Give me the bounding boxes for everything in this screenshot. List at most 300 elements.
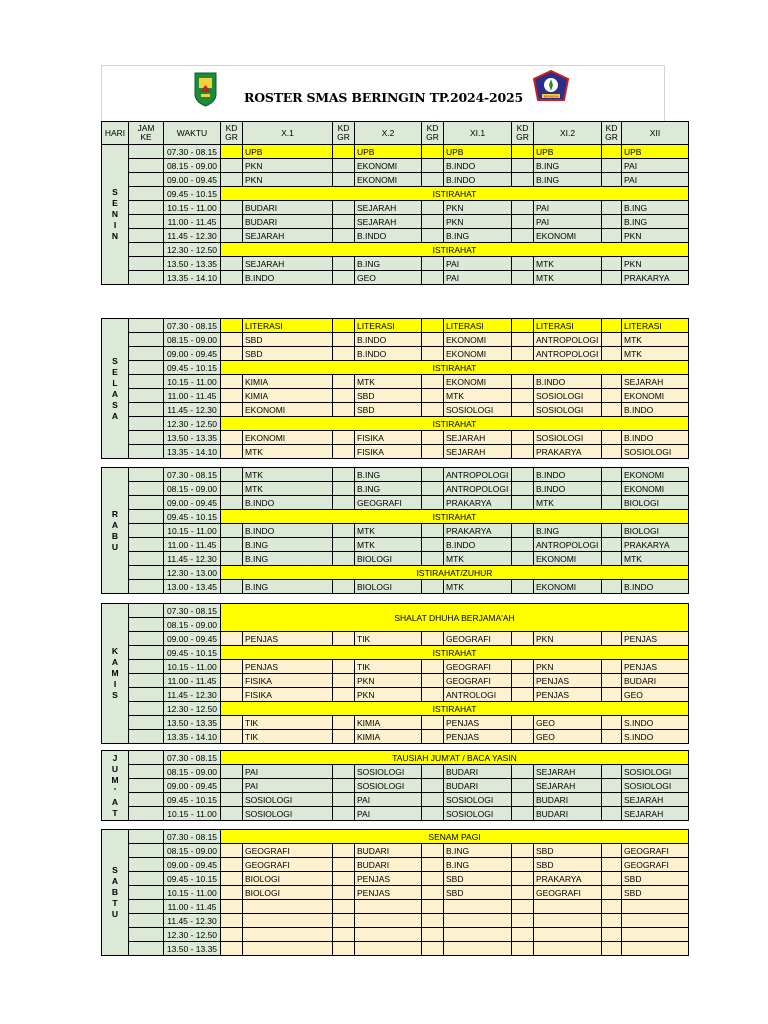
jam-ke-cell <box>129 403 164 417</box>
subject-cell: EKONOMI <box>355 159 422 173</box>
subject-cell: GEOGRAFI <box>444 660 512 674</box>
kd-gr-cell <box>512 730 534 744</box>
subject-cell: EKONOMI <box>444 333 512 347</box>
kd-gr-cell <box>602 858 622 872</box>
subject-cell: SEJARAH <box>622 807 689 821</box>
subject-cell: SEJARAH <box>534 765 602 779</box>
subject-cell: PRAKARYA <box>444 496 512 510</box>
column-header: KD GR <box>221 122 243 145</box>
kd-gr-cell <box>422 765 444 779</box>
subject-cell <box>243 914 333 928</box>
subject-cell: TIK <box>355 632 422 646</box>
kd-gr-cell <box>512 229 534 243</box>
subject-cell: LITERASI <box>622 319 689 333</box>
kd-gr-cell <box>512 674 534 688</box>
subject-cell: B.ING <box>444 858 512 872</box>
subject-cell <box>622 928 689 942</box>
time-cell: 11.00 - 11.45 <box>164 389 221 403</box>
table-row <box>102 844 689 858</box>
table-row <box>102 389 689 403</box>
kd-gr-cell <box>422 844 444 858</box>
subject-cell: BUDARI <box>444 765 512 779</box>
subject-cell <box>243 928 333 942</box>
jam-ke-cell <box>129 333 164 347</box>
kd-gr-cell <box>422 793 444 807</box>
kd-gr-cell <box>422 215 444 229</box>
table-row <box>102 858 689 872</box>
subject-cell: EKONOMI <box>534 580 602 594</box>
kd-gr-cell <box>602 552 622 566</box>
day-table <box>101 603 689 744</box>
time-cell: 09.00 - 09.45 <box>164 173 221 187</box>
subject-cell: SBD <box>622 872 689 886</box>
kd-gr-cell <box>512 900 534 914</box>
kd-gr-cell <box>512 660 534 674</box>
kd-gr-cell <box>333 375 355 389</box>
subject-cell: PAI <box>622 173 689 187</box>
subject-cell: KIMIA <box>243 389 333 403</box>
kd-gr-cell <box>333 482 355 496</box>
day-table <box>101 750 689 821</box>
kd-gr-cell <box>602 389 622 403</box>
kd-gr-cell <box>333 779 355 793</box>
subject-cell: GEOGRAFI <box>534 886 602 900</box>
table-row <box>102 872 689 886</box>
subject-cell: GEOGRAFI <box>243 844 333 858</box>
subject-cell: MTK <box>534 271 602 285</box>
subject-cell: SOSIOLOGI <box>243 807 333 821</box>
jam-ke-cell <box>129 872 164 886</box>
subject-cell: SOSIOLOGI <box>534 389 602 403</box>
table-row <box>102 900 689 914</box>
kd-gr-cell <box>221 159 243 173</box>
kd-gr-cell <box>333 632 355 646</box>
table-row <box>102 445 689 459</box>
subject-cell: SBD <box>534 844 602 858</box>
subject-cell: BIOLOGI <box>243 872 333 886</box>
kd-gr-cell <box>221 229 243 243</box>
table-row <box>102 660 689 674</box>
subject-cell: SOSIOLOGI <box>622 445 689 459</box>
subject-cell: LITERASI <box>534 319 602 333</box>
kd-gr-cell <box>333 333 355 347</box>
subject-cell: ANTROPOLOGI <box>444 482 512 496</box>
kd-gr-cell <box>422 468 444 482</box>
table-row <box>102 793 689 807</box>
subject-cell: B.INDO <box>243 496 333 510</box>
subject-cell <box>534 914 602 928</box>
kd-gr-cell <box>333 403 355 417</box>
kd-gr-cell <box>221 580 243 594</box>
subject-cell: PKN <box>444 201 512 215</box>
kd-gr-cell <box>422 431 444 445</box>
subject-cell: PKN <box>534 660 602 674</box>
kd-gr-cell <box>512 688 534 702</box>
kd-gr-cell <box>333 347 355 361</box>
subject-cell: EKONOMI <box>534 229 602 243</box>
kd-gr-cell <box>422 201 444 215</box>
subject-cell: MTK <box>622 347 689 361</box>
subject-cell: SOSIOLOGI <box>444 403 512 417</box>
jam-ke-cell <box>129 431 164 445</box>
time-cell: 08.15 - 09.00 <box>164 333 221 347</box>
riau-province-emblem-icon <box>193 72 218 107</box>
time-cell: 07.30 - 08.15 <box>164 468 221 482</box>
time-cell: 13.50 - 13.35 <box>164 257 221 271</box>
kd-gr-cell <box>221 765 243 779</box>
kd-gr-cell <box>333 730 355 744</box>
subject-cell: EKONOMI <box>243 431 333 445</box>
table-row <box>102 403 689 417</box>
table-row <box>102 914 689 928</box>
kd-gr-cell <box>422 580 444 594</box>
kd-gr-cell <box>512 431 534 445</box>
jam-ke-cell <box>129 347 164 361</box>
subject-cell: UPB <box>534 145 602 159</box>
subject-cell: B.ING <box>243 580 333 594</box>
kd-gr-cell <box>602 347 622 361</box>
kd-gr-cell <box>422 716 444 730</box>
kd-gr-cell <box>422 257 444 271</box>
subject-cell: MTK <box>534 496 602 510</box>
subject-cell <box>444 942 512 956</box>
kd-gr-cell <box>512 632 534 646</box>
kd-gr-cell <box>512 844 534 858</box>
kd-gr-cell <box>602 765 622 779</box>
day-table <box>101 829 689 956</box>
subject-cell: SOSIOLOGI <box>622 765 689 779</box>
subject-cell <box>622 914 689 928</box>
time-cell: 09.45 - 10.15 <box>164 646 221 660</box>
time-cell: 13.50 - 13.35 <box>164 716 221 730</box>
kd-gr-cell <box>333 319 355 333</box>
table-row <box>102 928 689 942</box>
kd-gr-cell <box>221 257 243 271</box>
subject-cell: B.INDO <box>622 403 689 417</box>
subject-cell: PAI <box>444 271 512 285</box>
kd-gr-cell <box>512 145 534 159</box>
subject-cell: B.INDO <box>444 538 512 552</box>
break-cell: TAUSIAH JUM'AT / BACA YASIN <box>221 751 689 765</box>
break-cell: ISTIRAHAT <box>221 361 689 375</box>
subject-cell: PKN <box>355 688 422 702</box>
kd-gr-cell <box>512 552 534 566</box>
subject-cell: EKONOMI <box>444 375 512 389</box>
subject-cell: S.INDO <box>622 716 689 730</box>
time-cell: 09.00 - 09.45 <box>164 496 221 510</box>
jam-ke-cell <box>129 730 164 744</box>
subject-cell: PAI <box>444 257 512 271</box>
kd-gr-cell <box>512 914 534 928</box>
table-row <box>102 215 689 229</box>
school-emblem-label: BERINGIN <box>543 94 559 99</box>
kd-gr-cell <box>221 375 243 389</box>
kd-gr-cell <box>221 779 243 793</box>
kd-gr-cell <box>512 389 534 403</box>
subject-cell: SEJARAH <box>355 215 422 229</box>
subject-cell: KIMIA <box>355 716 422 730</box>
kd-gr-cell <box>221 688 243 702</box>
kd-gr-cell <box>333 793 355 807</box>
column-header: KD GR <box>333 122 355 145</box>
kd-gr-cell <box>512 173 534 187</box>
subject-cell: TIK <box>243 730 333 744</box>
kd-gr-cell <box>512 793 534 807</box>
header-row <box>102 122 689 145</box>
table-row <box>102 807 689 821</box>
time-cell: 09.45 - 10.15 <box>164 872 221 886</box>
subject-cell: MTK <box>622 552 689 566</box>
kd-gr-cell <box>422 900 444 914</box>
jam-ke-cell <box>129 215 164 229</box>
kd-gr-cell <box>422 928 444 942</box>
table-row <box>102 886 689 900</box>
subject-cell: EKONOMI <box>534 552 602 566</box>
time-cell: 11.00 - 11.45 <box>164 900 221 914</box>
table-row <box>102 482 689 496</box>
kd-gr-cell <box>333 674 355 688</box>
kd-gr-cell <box>512 779 534 793</box>
kd-gr-cell <box>512 858 534 872</box>
subject-cell: PAI <box>243 779 333 793</box>
time-cell: 07.30 - 08.15 <box>164 830 221 844</box>
kd-gr-cell <box>512 807 534 821</box>
kd-gr-cell <box>333 524 355 538</box>
subject-cell: ANTROPOLOGI <box>534 347 602 361</box>
time-cell: 10.15 - 11.00 <box>164 201 221 215</box>
subject-cell: PKN <box>243 173 333 187</box>
time-cell: 07.30 - 08.15 <box>164 319 221 333</box>
kd-gr-cell <box>602 173 622 187</box>
subject-cell: B.ING <box>622 215 689 229</box>
subject-cell: PKN <box>444 215 512 229</box>
table-row <box>102 566 689 580</box>
jam-ke-cell <box>129 858 164 872</box>
kd-gr-cell <box>422 229 444 243</box>
subject-cell: B.INDO <box>243 271 333 285</box>
subject-cell: KIMIA <box>243 375 333 389</box>
table-row <box>102 632 689 646</box>
kd-gr-cell <box>221 872 243 886</box>
subject-cell <box>355 914 422 928</box>
time-cell: 10.15 - 11.00 <box>164 524 221 538</box>
time-cell: 11.45 - 12.30 <box>164 914 221 928</box>
subject-cell: BIOLOGI <box>355 552 422 566</box>
subject-cell: B.ING <box>243 552 333 566</box>
time-cell: 07.30 - 08.15 <box>164 604 221 618</box>
kd-gr-cell <box>602 159 622 173</box>
subject-cell: GEOGRAFI <box>243 858 333 872</box>
kd-gr-cell <box>333 257 355 271</box>
subject-cell: GEOGRAFI <box>444 632 512 646</box>
kd-gr-cell <box>221 900 243 914</box>
column-header: X.1 <box>243 122 333 145</box>
subject-cell <box>534 942 602 956</box>
jam-ke-cell <box>129 566 164 580</box>
time-cell: 09.45 - 10.15 <box>164 510 221 524</box>
jam-ke-cell <box>129 445 164 459</box>
kd-gr-cell <box>512 765 534 779</box>
jam-ke-cell <box>129 173 164 187</box>
subject-cell <box>444 914 512 928</box>
table-row <box>102 468 689 482</box>
subject-cell: PRAKARYA <box>534 872 602 886</box>
kd-gr-cell <box>422 375 444 389</box>
subject-cell: ANTROLOGI <box>444 688 512 702</box>
kd-gr-cell <box>602 445 622 459</box>
subject-cell: B.ING <box>534 159 602 173</box>
kd-gr-cell <box>221 389 243 403</box>
subject-cell: SEJARAH <box>622 793 689 807</box>
subject-cell: SEJARAH <box>444 445 512 459</box>
kd-gr-cell <box>512 215 534 229</box>
kd-gr-cell <box>221 716 243 730</box>
kd-gr-cell <box>333 886 355 900</box>
subject-cell: PENJAS <box>243 660 333 674</box>
jam-ke-cell <box>129 496 164 510</box>
kd-gr-cell <box>512 580 534 594</box>
subject-cell <box>243 942 333 956</box>
kd-gr-cell <box>422 389 444 403</box>
subject-cell: BUDARI <box>622 674 689 688</box>
kd-gr-cell <box>602 333 622 347</box>
kd-gr-cell <box>512 403 534 417</box>
kd-gr-cell <box>512 257 534 271</box>
time-cell: 09.45 - 10.15 <box>164 793 221 807</box>
kd-gr-cell <box>512 942 534 956</box>
subject-cell: PENJAS <box>622 632 689 646</box>
table-row <box>102 159 689 173</box>
break-cell: ISTIRAHAT <box>221 187 689 201</box>
subject-cell: EKONOMI <box>243 403 333 417</box>
time-cell: 11.45 - 12.30 <box>164 229 221 243</box>
subject-cell: UPB <box>622 145 689 159</box>
kd-gr-cell <box>512 375 534 389</box>
jam-ke-cell <box>129 914 164 928</box>
subject-cell: BUDARI <box>355 844 422 858</box>
kd-gr-cell <box>512 271 534 285</box>
jam-ke-cell <box>129 716 164 730</box>
jam-ke-cell <box>129 538 164 552</box>
subject-cell: B.ING <box>243 538 333 552</box>
kd-gr-cell <box>422 538 444 552</box>
subject-cell: EKONOMI <box>622 482 689 496</box>
subject-cell: MTK <box>444 580 512 594</box>
kd-gr-cell <box>221 844 243 858</box>
subject-cell: SEJARAH <box>243 229 333 243</box>
subject-cell: MTK <box>243 445 333 459</box>
time-cell: 13.35 - 14.10 <box>164 445 221 459</box>
kd-gr-cell <box>221 730 243 744</box>
kd-gr-cell <box>333 914 355 928</box>
subject-cell: MTK <box>534 257 602 271</box>
subject-cell: SBD <box>355 389 422 403</box>
subject-cell: SOSIOLOGI <box>444 793 512 807</box>
subject-cell: BIOLOGI <box>622 496 689 510</box>
jam-ke-cell <box>129 830 164 844</box>
column-header: KD GR <box>512 122 534 145</box>
day-label: J U M ' A T <box>102 751 129 821</box>
time-cell: 13.35 - 14.10 <box>164 730 221 744</box>
subject-cell: PENJAS <box>622 660 689 674</box>
kd-gr-cell <box>333 159 355 173</box>
kd-gr-cell <box>221 660 243 674</box>
kd-gr-cell <box>512 716 534 730</box>
kd-gr-cell <box>602 807 622 821</box>
subject-cell: TIK <box>243 716 333 730</box>
kd-gr-cell <box>602 844 622 858</box>
subject-cell: BUDARI <box>355 858 422 872</box>
subject-cell: B.INDO <box>534 468 602 482</box>
time-cell: 08.15 - 09.00 <box>164 159 221 173</box>
break-cell: ISTIRAHAT <box>221 702 689 716</box>
kd-gr-cell <box>221 215 243 229</box>
kd-gr-cell <box>422 445 444 459</box>
jam-ke-cell <box>129 201 164 215</box>
subject-cell: MTK <box>243 468 333 482</box>
kd-gr-cell <box>602 482 622 496</box>
kd-gr-cell <box>422 347 444 361</box>
jam-ke-cell <box>129 646 164 660</box>
kd-gr-cell <box>422 632 444 646</box>
subject-cell: SOSIOLOGI <box>534 403 602 417</box>
jam-ke-cell <box>129 159 164 173</box>
time-cell: 10.15 - 11.00 <box>164 807 221 821</box>
kd-gr-cell <box>512 538 534 552</box>
kd-gr-cell <box>422 159 444 173</box>
break-cell: SHALAT DHUHA BERJAMA'AH <box>221 604 689 632</box>
kd-gr-cell <box>333 229 355 243</box>
subject-cell: GEO <box>355 271 422 285</box>
table-row <box>102 830 689 844</box>
subject-cell: EKONOMI <box>444 347 512 361</box>
time-cell: 08.15 - 09.00 <box>164 844 221 858</box>
subject-cell: PKN <box>355 674 422 688</box>
kd-gr-cell <box>221 333 243 347</box>
kd-gr-cell <box>221 431 243 445</box>
table-row <box>102 674 689 688</box>
subject-cell: PENJAS <box>534 674 602 688</box>
subject-cell: ANTROPOLOGI <box>534 333 602 347</box>
kd-gr-cell <box>221 271 243 285</box>
kd-gr-cell <box>512 886 534 900</box>
subject-cell: B.ING <box>534 524 602 538</box>
kd-gr-cell <box>221 524 243 538</box>
jam-ke-cell <box>129 618 164 632</box>
kd-gr-cell <box>333 858 355 872</box>
subject-cell: SEJARAH <box>243 257 333 271</box>
subject-cell: PAI <box>355 793 422 807</box>
break-cell: ISTIRAHAT <box>221 243 689 257</box>
kd-gr-cell <box>221 468 243 482</box>
subject-cell: PAI <box>355 807 422 821</box>
column-header: XII <box>622 122 689 145</box>
table-row <box>102 510 689 524</box>
subject-cell <box>444 900 512 914</box>
subject-cell: ANTROPOLOGI <box>534 538 602 552</box>
subject-cell: SBD <box>444 886 512 900</box>
kd-gr-cell <box>221 914 243 928</box>
subject-cell: BUDARI <box>534 793 602 807</box>
time-cell: 11.00 - 11.45 <box>164 215 221 229</box>
column-header: X.2 <box>355 122 422 145</box>
subject-cell: B.ING <box>355 257 422 271</box>
kd-gr-cell <box>422 173 444 187</box>
jam-ke-cell <box>129 928 164 942</box>
table-row <box>102 524 689 538</box>
kd-gr-cell <box>602 872 622 886</box>
table-row <box>102 145 689 159</box>
